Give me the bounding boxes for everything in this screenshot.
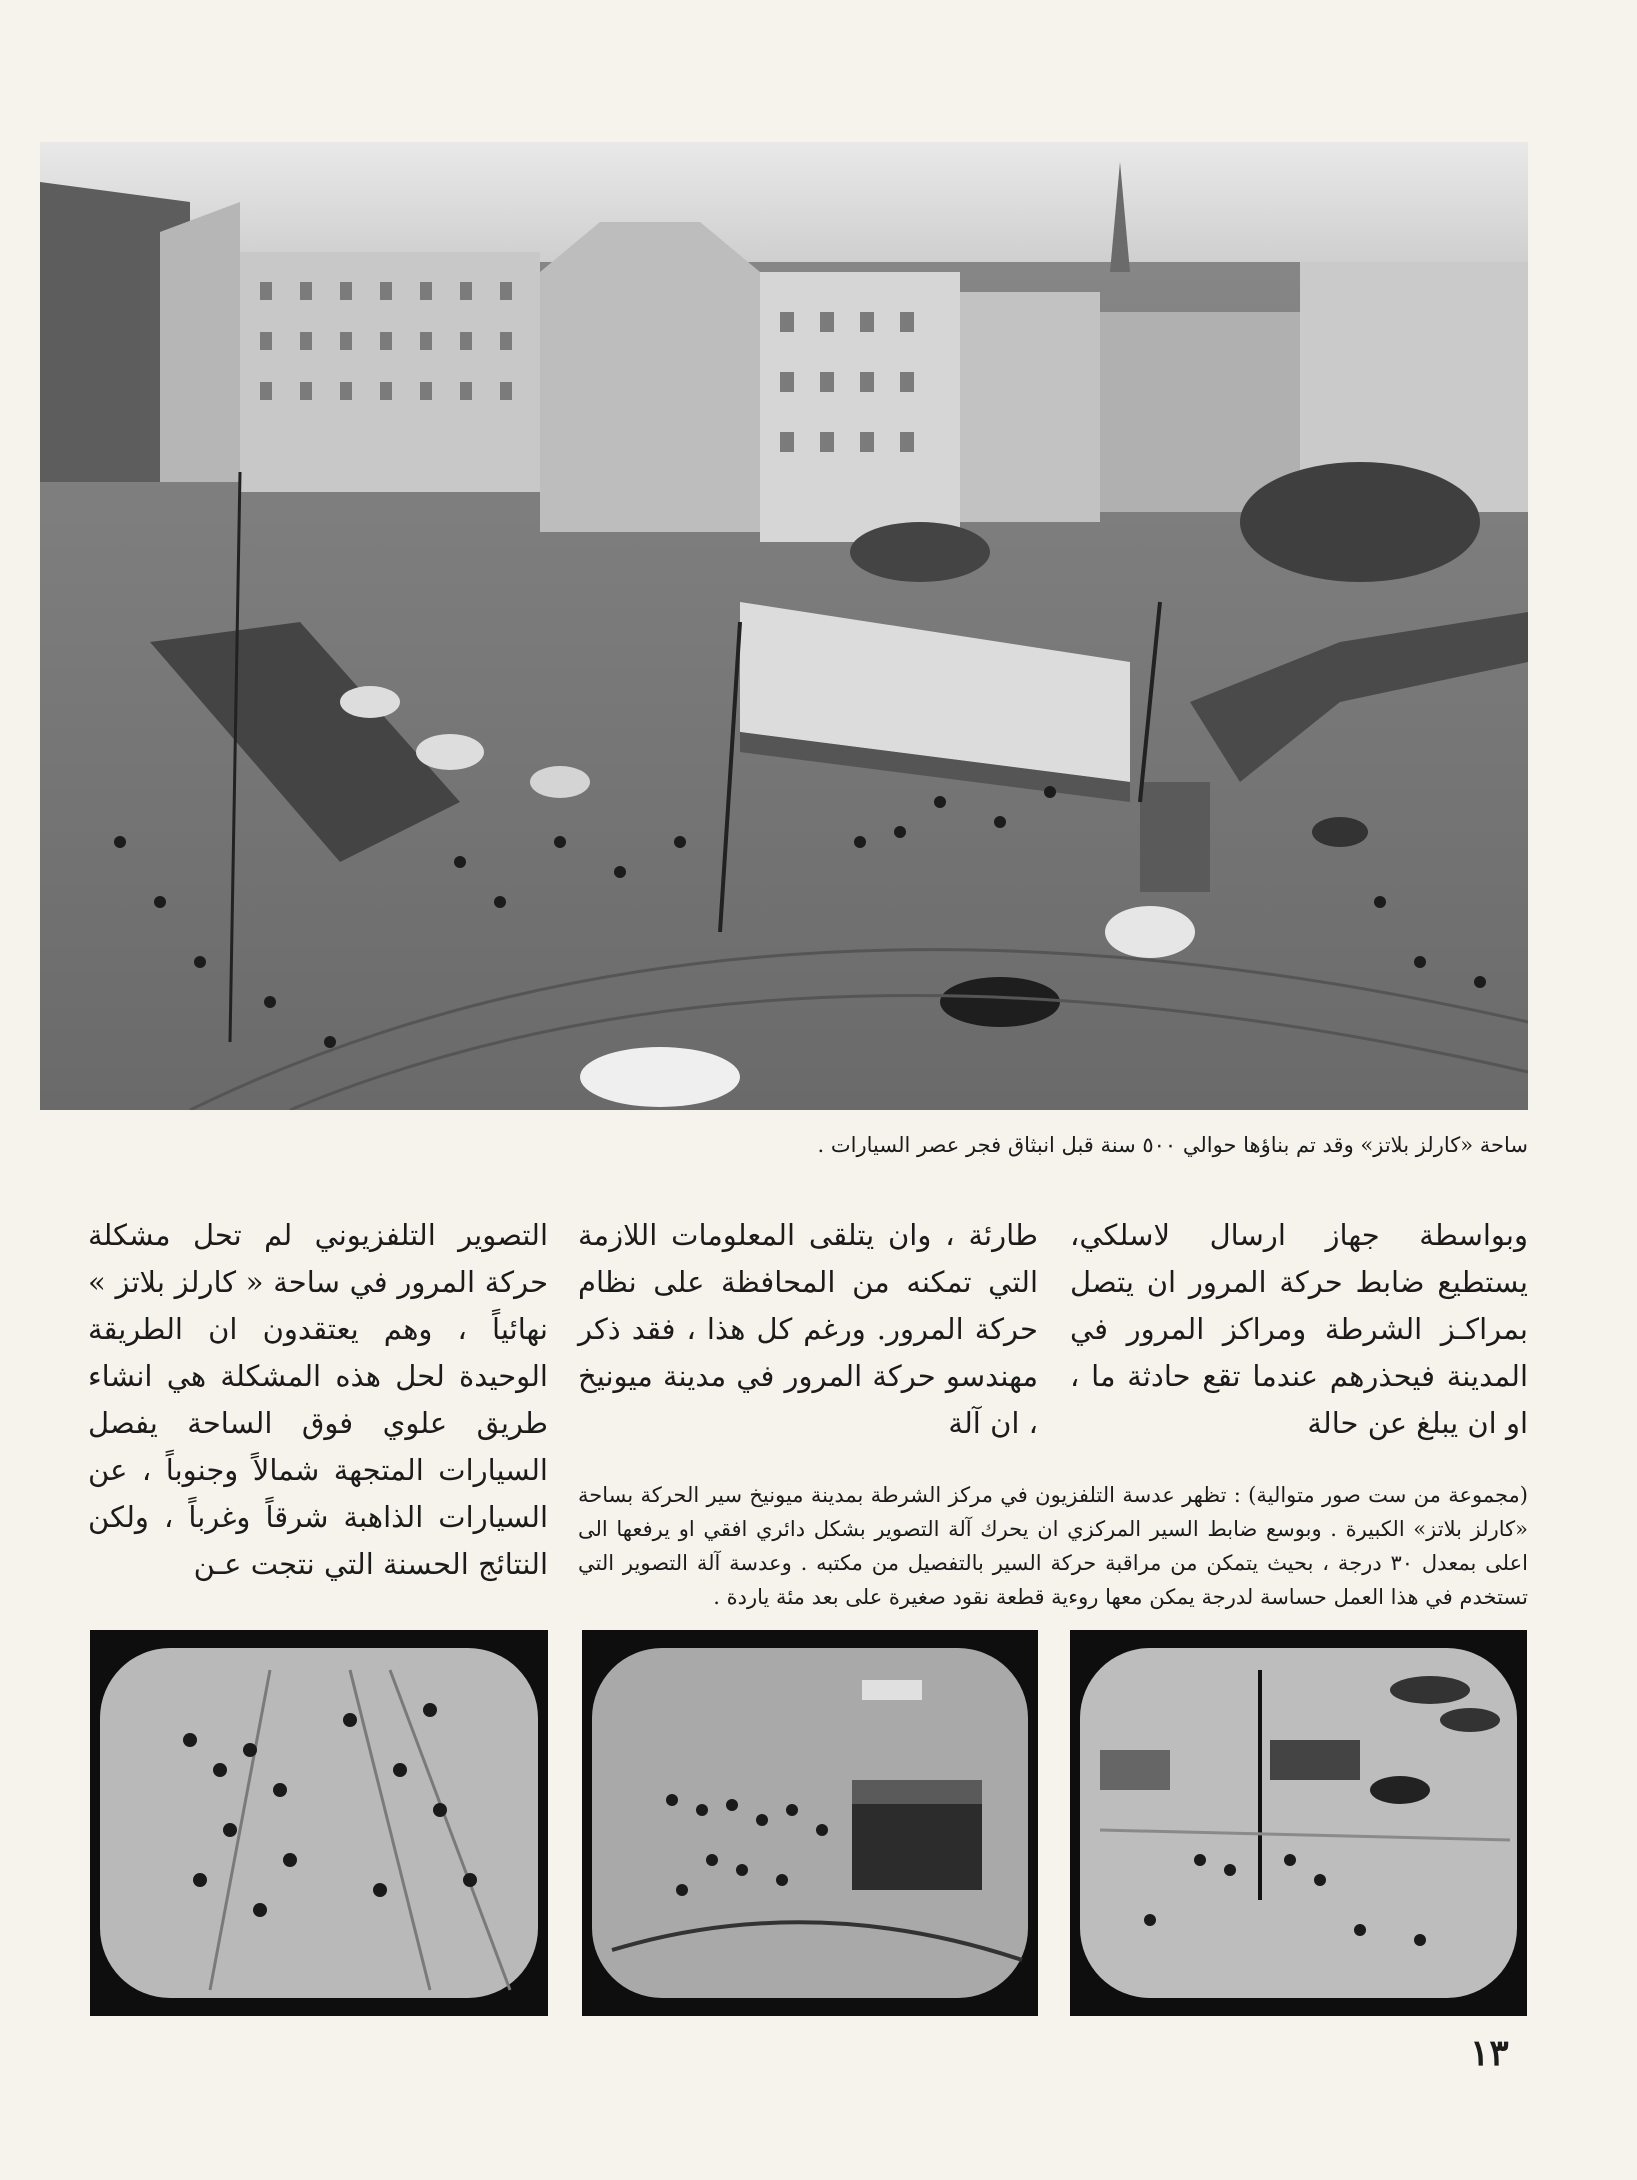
page-number: ١٣ (1470, 2032, 1509, 2074)
karlsplatz-photo (40, 142, 1528, 1110)
tv-frame-1 (90, 1630, 548, 2016)
photo-karlsplatz-square-icon (40, 142, 1528, 1110)
article-column-left: التصوير التلفزيوني لم تحل مشكلة حركة المرور في ساحة « كارلز بلاتز » نهائياً ، وهم يعتقدون ان الطريقة الوحيدة لحل هذه المشكلة هي انشاء طريق علوي فوق الساحة يفصل السيارات المتجهة شمالاً وجنوباً ، عن السيارات الذاهبة شرقاً وغرباً ، ولكن النتائج الحسنة التي نتجت عـن (88, 1218, 548, 1581)
tv-frame-intersection-icon (1070, 1630, 1527, 2016)
tv-frame-pedestrians-icon (90, 1630, 548, 2016)
article-column-middle: طارئة ، وان يتلقى المعلومات اللازمة التي تمكنه من المحافظة على نظام حركة المرور. ورغم كل هذا ، فقد ذكر مهندسو حركة المرور في مدينة ميونيخ ، ان آلة (578, 1218, 1038, 1440)
tv-frame-tram-kiosk-icon (582, 1630, 1038, 2016)
article-column-right: وبواسطة جهاز ارسال لاسلكي، يستطيع ضابط حركة المرور ان يتصل بمراكـز الشرطة ومراكز المرور في المدينة فيحذرهم عندما تقع حادثة ما ، او ان يبلغ عن حالة (1070, 1218, 1528, 1440)
tv-sequence-caption: (مجموعة من ست صور متوالية) : تظهر عدسة التلفزيون في مركز الشرطة بمدينة ميونيخ سير الحركة بساحة «كارلز بلاتز» الكبيرة . وبوسع ضابط السير المركزي ان يحرك آلة التصوير بشكل دائري افقي او يرفعها الى اعلى بمعدل ٣٠ درجة ، بحيث يتمكن من مراقبة حركة السير بالتفصيل من مكتبه . وعدسة آلة التصوير التي تستخدم في هذا العمل حساسة لدرجة يمكن معها روءية قطعة نقود صغيرة على بعد مئة ياردة . (578, 1483, 1528, 1609)
tv-frame-3 (1070, 1630, 1527, 2016)
tv-frame-2 (582, 1630, 1038, 2016)
main-photo-caption: ساحة «كارلز بلاتز» وقد تم بناؤها حوالي ٥٠٠ سنة قبل انبثاق فجر عصر السيارات . (817, 1133, 1528, 1157)
